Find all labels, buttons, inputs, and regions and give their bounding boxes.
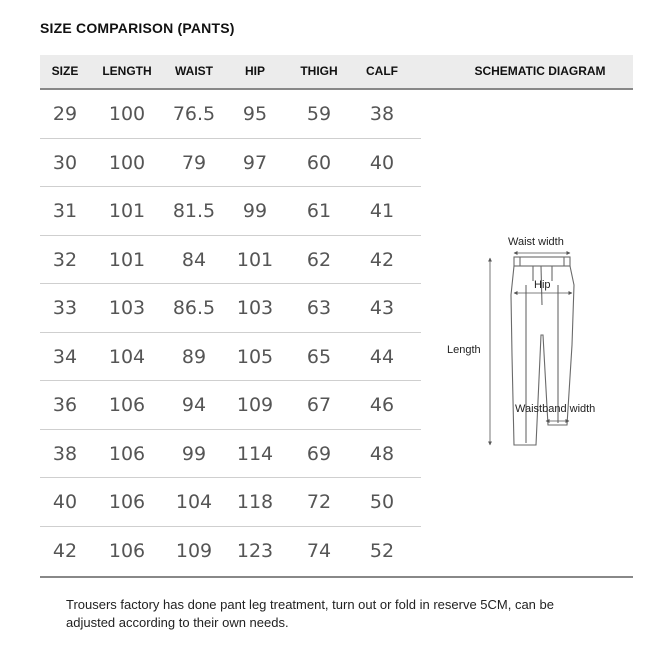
cell-waist: 94 (181, 394, 207, 416)
header-schematic-diagram: SCHEMATIC DIAGRAM (474, 64, 606, 78)
cell-size: 40 (52, 491, 78, 513)
cell-length: 106 (108, 539, 146, 562)
cell-size: 38 (52, 442, 78, 465)
table-header (40, 55, 633, 88)
cell-thigh: 63 (306, 297, 332, 319)
cell-length: 101 (108, 248, 146, 271)
cell-waist: 81.5 (172, 200, 216, 222)
cell-size: 42 (52, 539, 78, 562)
cell-waist: 109 (175, 539, 213, 562)
cell-calf: 52 (369, 539, 395, 562)
cell-length: 103 (108, 297, 146, 319)
cell-calf: 41 (369, 200, 395, 222)
cell-waist: 86.5 (172, 297, 216, 319)
header-length: LENGTH (102, 64, 152, 78)
cell-calf: 46 (369, 394, 395, 416)
cell-hip: 118 (236, 491, 274, 513)
cell-length: 106 (108, 394, 146, 416)
label-hip: Hip (534, 279, 551, 291)
cell-calf: 43 (369, 297, 395, 319)
table-row (40, 381, 421, 430)
header-size: SIZE (51, 64, 79, 78)
cell-waist: 76.5 (172, 103, 216, 125)
cell-length: 100 (108, 103, 146, 125)
cell-waist: 79 (181, 151, 207, 174)
table-row (40, 333, 421, 382)
cell-hip: 109 (236, 394, 274, 416)
cell-thigh: 62 (306, 248, 332, 271)
pants-diagram-icon (440, 225, 630, 455)
cell-hip: 101 (236, 248, 274, 271)
cell-calf: 38 (369, 103, 395, 125)
cell-length: 100 (108, 151, 146, 174)
cell-size: 30 (52, 151, 78, 174)
table-row (40, 236, 421, 285)
cell-calf: 40 (369, 151, 395, 174)
table-row (40, 139, 421, 188)
cell-size: 34 (52, 345, 78, 368)
cell-length: 101 (108, 200, 146, 222)
cell-length: 106 (108, 442, 146, 465)
cell-hip: 99 (242, 200, 268, 222)
cell-thigh: 67 (306, 394, 332, 416)
table-row (40, 430, 421, 479)
cell-hip: 123 (236, 539, 274, 562)
table-row (40, 478, 421, 527)
cell-hip: 105 (236, 345, 274, 368)
cell-waist: 89 (181, 345, 207, 368)
label-waistband-width: Waistband width (515, 403, 596, 415)
cell-waist: 84 (181, 248, 207, 271)
cell-size: 36 (52, 394, 78, 416)
table-row (40, 187, 421, 236)
table-row (40, 90, 421, 139)
cell-hip: 103 (236, 297, 274, 319)
cell-waist: 104 (175, 491, 213, 513)
size-table (40, 90, 421, 575)
cell-size: 29 (52, 103, 78, 125)
header-waist: WAIST (175, 64, 213, 78)
cell-thigh: 69 (306, 442, 332, 465)
cell-waist: 99 (181, 442, 207, 465)
cell-length: 106 (108, 491, 146, 513)
cell-hip: 114 (236, 442, 274, 465)
cell-calf: 44 (369, 345, 395, 368)
cell-thigh: 74 (306, 539, 332, 562)
cell-thigh: 60 (306, 151, 332, 174)
table-bottom-divider (40, 576, 633, 578)
cell-calf: 50 (369, 491, 395, 513)
page-title: SIZE COMPARISON (PANTS) (40, 20, 235, 36)
cell-thigh: 65 (306, 345, 332, 368)
header-thigh: THIGH (300, 64, 338, 78)
cell-hip: 95 (242, 103, 268, 125)
cell-calf: 48 (369, 442, 395, 465)
schematic-diagram (440, 225, 630, 455)
header-hip: HIP (244, 64, 265, 78)
cell-size: 32 (52, 248, 78, 271)
footnote: Trousers factory has done pant leg treatment, turn out or fold in reserve 5CM, can be adjusted according to their own needs. (66, 597, 554, 630)
label-waist-width: Waist width (508, 236, 564, 248)
table-row (40, 527, 421, 576)
cell-thigh: 59 (306, 103, 332, 125)
header-calf: CALF (366, 64, 398, 78)
cell-hip: 97 (242, 151, 268, 174)
cell-length: 104 (108, 345, 146, 368)
cell-size: 33 (52, 297, 78, 319)
cell-thigh: 72 (306, 491, 332, 513)
cell-size: 31 (52, 200, 78, 222)
cell-thigh: 61 (306, 200, 332, 222)
table-row (40, 284, 421, 333)
label-length: Length (447, 344, 481, 356)
cell-calf: 42 (369, 248, 395, 271)
